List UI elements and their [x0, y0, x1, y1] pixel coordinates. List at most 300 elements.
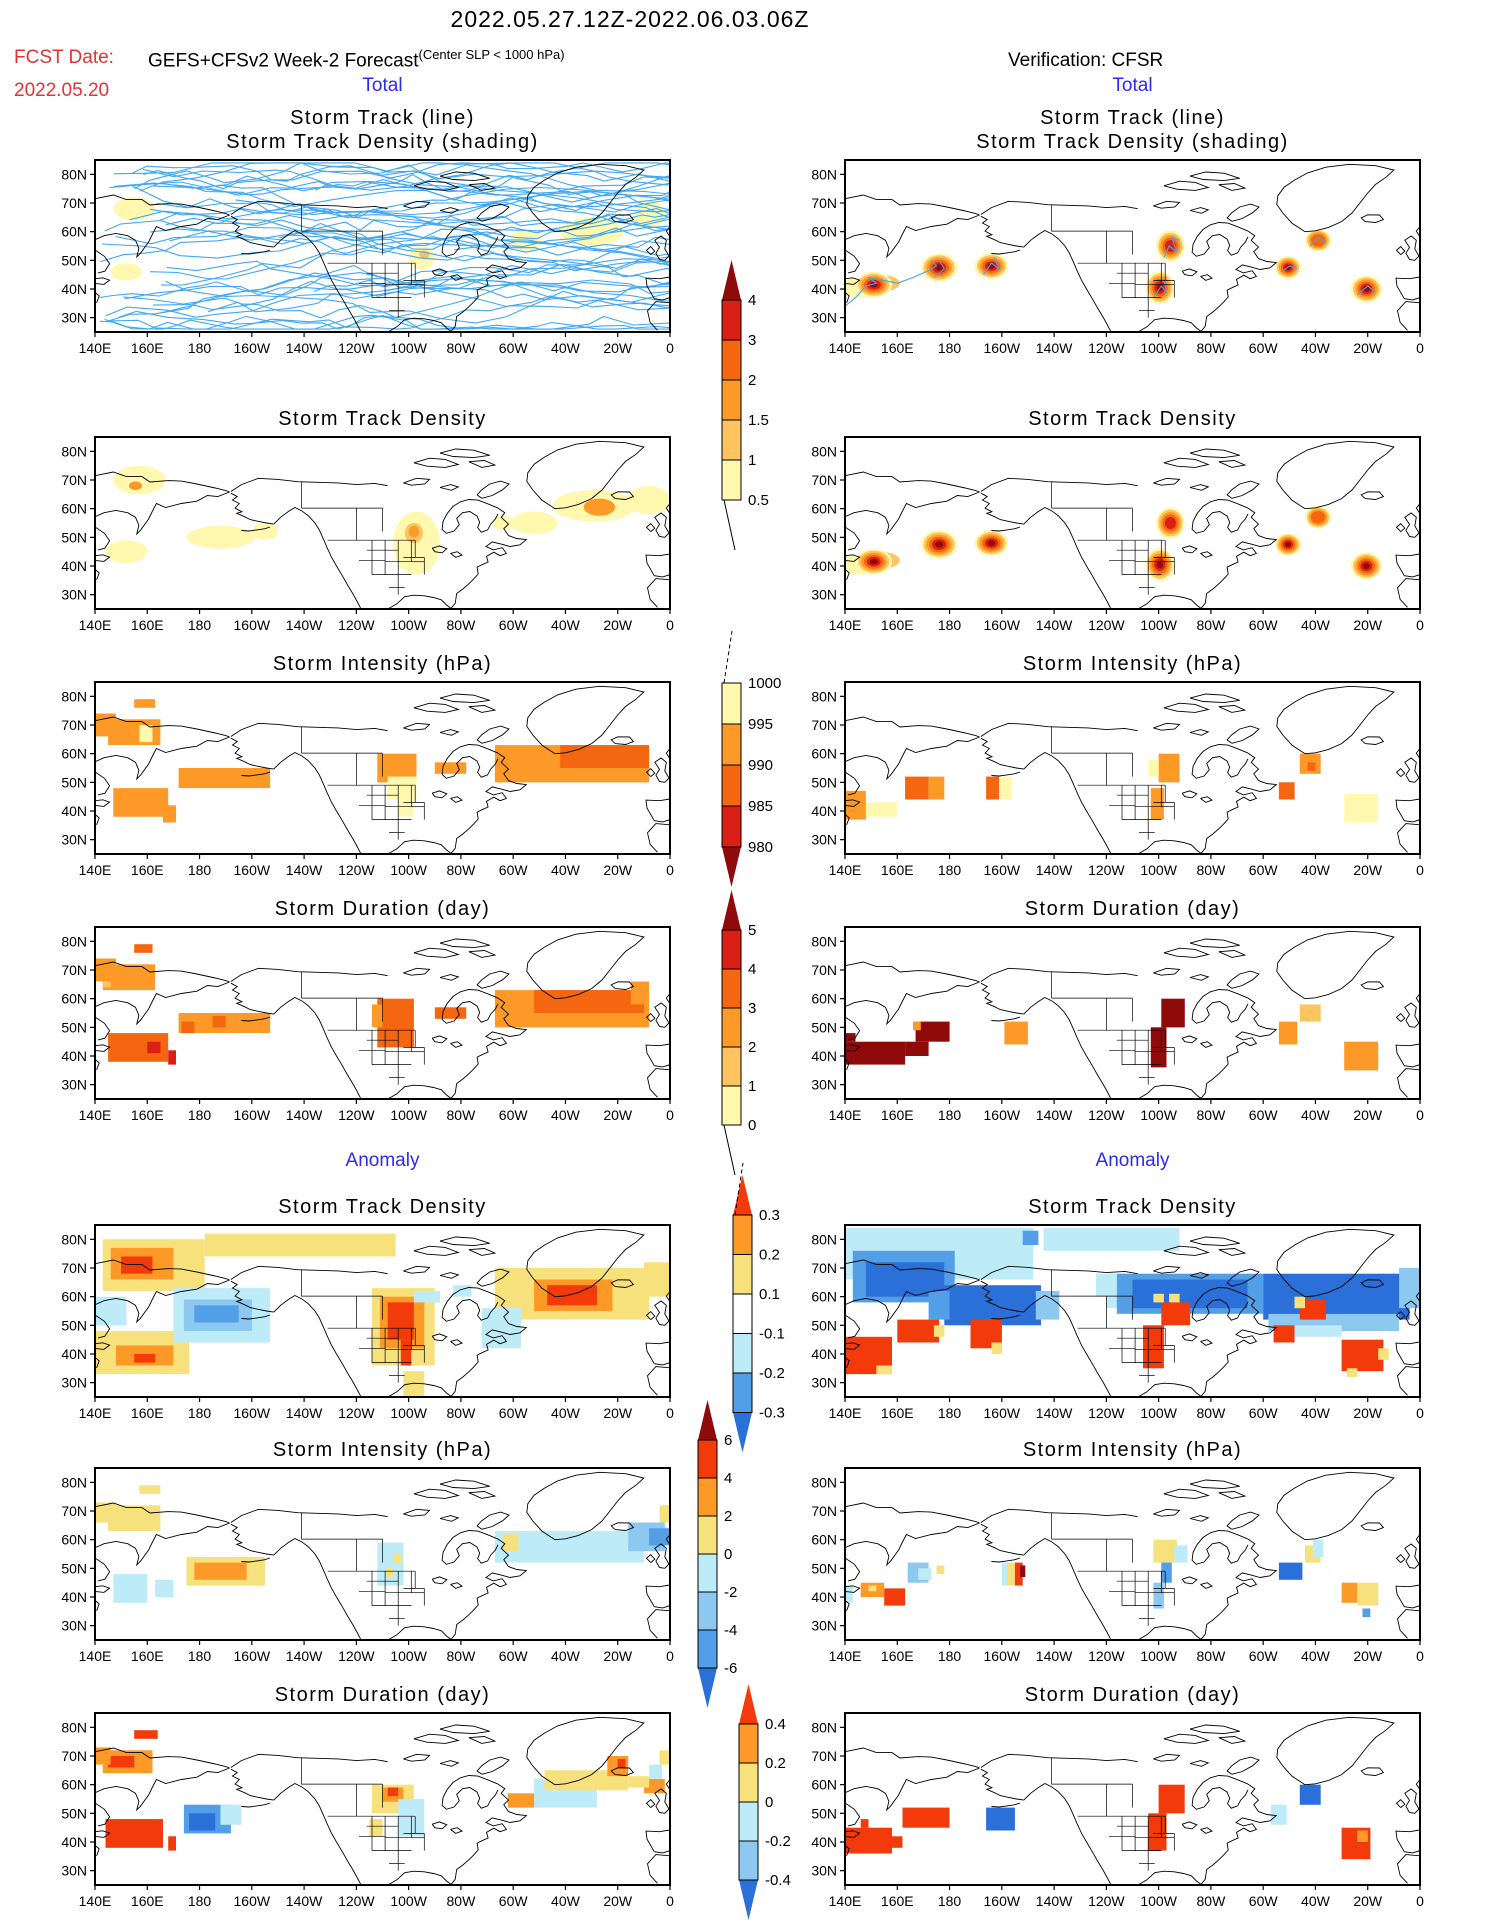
svg-text:160W: 160W: [233, 1893, 271, 1909]
svg-text:70N: 70N: [61, 962, 87, 978]
svg-text:40W: 40W: [551, 1405, 580, 1421]
svg-text:40W: 40W: [1301, 1893, 1330, 1909]
panel-title-vf-anom-density: Storm Track Density: [1028, 1196, 1237, 1218]
svg-text:50N: 50N: [811, 774, 837, 791]
svg-text:0.2: 0.2: [765, 1755, 786, 1772]
map-frame-and-axes: [811, 682, 1424, 878]
svg-text:0.5: 0.5: [748, 492, 769, 509]
svg-text:80W: 80W: [446, 340, 476, 356]
svg-text:180: 180: [937, 862, 962, 878]
svg-text:80W: 80W: [446, 1405, 476, 1421]
svg-text:20W: 20W: [1353, 1405, 1383, 1421]
svg-text:70N: 70N: [61, 1503, 87, 1519]
svg-text:60N: 60N: [811, 990, 837, 1007]
svg-text:0: 0: [666, 1893, 674, 1909]
svg-text:990: 990: [748, 757, 774, 774]
svg-text:100W: 100W: [390, 617, 427, 633]
svg-text:160E: 160E: [880, 617, 914, 633]
svg-text:4: 4: [748, 961, 757, 978]
colorbar-total-density: [716, 236, 836, 566]
svg-text:120W: 120W: [338, 617, 375, 633]
svg-text:40W: 40W: [1301, 1405, 1330, 1421]
section-label-total-forecast: Total: [362, 75, 403, 96]
svg-text:30N: 30N: [811, 1862, 837, 1879]
svg-text:140W: 140W: [285, 617, 323, 633]
svg-text:50N: 50N: [61, 1805, 87, 1822]
svg-text:40W: 40W: [551, 340, 580, 356]
panel-title-fc-lines: Storm Track (line) Storm Track Density (shading): [226, 107, 539, 153]
svg-text:1000: 1000: [748, 675, 782, 692]
svg-text:30N: 30N: [811, 1374, 837, 1391]
svg-text:40N: 40N: [811, 803, 837, 819]
svg-text:100W: 100W: [1140, 617, 1177, 633]
svg-text:0: 0: [1416, 1107, 1424, 1123]
svg-text:4: 4: [724, 1470, 733, 1487]
svg-text:2: 2: [748, 372, 757, 389]
shading-layer: [837, 506, 1382, 581]
svg-text:100W: 100W: [1140, 1893, 1177, 1909]
svg-text:40W: 40W: [1301, 862, 1330, 878]
map-panel-vf-anom-density: [797, 1221, 1457, 1431]
svg-text:-0.2: -0.2: [765, 1833, 791, 1850]
svg-text:980: 980: [748, 839, 774, 856]
svg-text:60W: 60W: [498, 1405, 528, 1421]
svg-text:80N: 80N: [61, 1231, 87, 1248]
svg-text:60W: 60W: [498, 1107, 528, 1123]
svg-text:80W: 80W: [1196, 1893, 1226, 1909]
svg-text:0: 0: [1416, 1893, 1424, 1909]
svg-text:80N: 80N: [61, 443, 87, 460]
svg-text:60W: 60W: [498, 1648, 528, 1664]
svg-text:180: 180: [937, 617, 962, 633]
svg-text:80N: 80N: [61, 166, 87, 183]
svg-text:80N: 80N: [811, 1474, 837, 1491]
svg-text:2: 2: [748, 1039, 757, 1056]
shading-layer: [106, 466, 670, 575]
svg-text:60W: 60W: [1248, 862, 1278, 878]
svg-text:120W: 120W: [1088, 1893, 1125, 1909]
svg-text:160E: 160E: [130, 1405, 164, 1421]
fcst-date-label: FCST Date:: [14, 47, 114, 68]
colorbar-anomaly-duration: [733, 1660, 853, 1925]
svg-text:160E: 160E: [130, 1107, 164, 1123]
svg-text:100W: 100W: [390, 1405, 427, 1421]
svg-text:70N: 70N: [811, 472, 837, 488]
svg-text:160E: 160E: [130, 1648, 164, 1664]
panel-title-fc-intensity: Storm Intensity (hPa): [272, 653, 493, 675]
svg-text:40W: 40W: [551, 862, 580, 878]
map-panel-vf-duration: [797, 923, 1457, 1133]
svg-text:100W: 100W: [390, 1107, 427, 1123]
svg-text:160W: 160W: [233, 1648, 271, 1664]
svg-text:70N: 70N: [811, 1503, 837, 1519]
svg-text:40N: 40N: [811, 1589, 837, 1605]
svg-text:20W: 20W: [1353, 1648, 1383, 1664]
svg-text:70N: 70N: [811, 1260, 837, 1276]
svg-text:100W: 100W: [1140, 1405, 1177, 1421]
svg-text:180: 180: [937, 340, 962, 356]
svg-text:140E: 140E: [828, 862, 862, 878]
svg-text:100W: 100W: [390, 340, 427, 356]
svg-text:100W: 100W: [1140, 1648, 1177, 1664]
svg-text:30N: 30N: [61, 1617, 87, 1634]
svg-text:120W: 120W: [1088, 862, 1125, 878]
svg-text:140W: 140W: [285, 1405, 323, 1421]
svg-text:0: 0: [765, 1794, 774, 1811]
map-panel-fc-density: [47, 433, 707, 643]
svg-text:60N: 60N: [61, 1288, 87, 1305]
svg-text:0: 0: [666, 1405, 674, 1421]
svg-text:80W: 80W: [446, 617, 476, 633]
svg-text:60W: 60W: [498, 617, 528, 633]
svg-text:40N: 40N: [811, 1834, 837, 1850]
svg-text:0: 0: [748, 1117, 757, 1134]
svg-text:50N: 50N: [61, 1560, 87, 1577]
svg-text:50N: 50N: [811, 1019, 837, 1036]
svg-text:40W: 40W: [1301, 1107, 1330, 1123]
svg-text:40N: 40N: [61, 281, 87, 297]
svg-text:80W: 80W: [1196, 1405, 1226, 1421]
svg-text:160W: 160W: [233, 340, 271, 356]
svg-text:140E: 140E: [78, 1107, 112, 1123]
svg-text:80W: 80W: [1196, 862, 1226, 878]
svg-text:40N: 40N: [61, 1834, 87, 1850]
svg-text:120W: 120W: [338, 1405, 375, 1421]
svg-text:140E: 140E: [828, 1107, 862, 1123]
svg-text:140E: 140E: [78, 862, 112, 878]
svg-text:0.3: 0.3: [759, 1207, 780, 1224]
svg-text:70N: 70N: [61, 472, 87, 488]
svg-text:60N: 60N: [811, 745, 837, 762]
svg-text:120W: 120W: [338, 1648, 375, 1664]
svg-text:120W: 120W: [1088, 340, 1125, 356]
svg-text:0.4: 0.4: [765, 1716, 786, 1733]
svg-text:80N: 80N: [61, 1474, 87, 1491]
svg-text:50N: 50N: [811, 1560, 837, 1577]
svg-text:140E: 140E: [78, 617, 112, 633]
svg-text:180: 180: [937, 1648, 962, 1664]
svg-text:160E: 160E: [130, 1893, 164, 1909]
svg-text:60N: 60N: [61, 990, 87, 1007]
svg-text:70N: 70N: [811, 962, 837, 978]
svg-text:0: 0: [1416, 340, 1424, 356]
svg-text:6: 6: [724, 1432, 733, 1449]
svg-text:50N: 50N: [811, 529, 837, 546]
panel-title-fc-density: Storm Track Density: [278, 408, 487, 430]
svg-text:-0.3: -0.3: [759, 1404, 785, 1422]
map-frame-and-axes: [811, 160, 1424, 356]
colorbar-total-duration: [716, 866, 836, 1191]
svg-text:160E: 160E: [880, 1648, 914, 1664]
svg-text:20W: 20W: [603, 1107, 633, 1123]
svg-text:80N: 80N: [61, 688, 87, 705]
shading-layer: [837, 229, 1382, 304]
svg-text:40W: 40W: [1301, 1648, 1330, 1664]
svg-text:20W: 20W: [603, 340, 633, 356]
svg-text:3: 3: [748, 1000, 757, 1017]
svg-text:60N: 60N: [61, 1531, 87, 1548]
svg-text:0: 0: [666, 1648, 674, 1664]
svg-text:60W: 60W: [1248, 340, 1278, 356]
svg-text:50N: 50N: [811, 252, 837, 269]
svg-text:20W: 20W: [603, 1893, 633, 1909]
svg-text:140W: 140W: [1035, 1107, 1073, 1123]
svg-text:100W: 100W: [390, 1893, 427, 1909]
svg-text:30N: 30N: [811, 586, 837, 603]
svg-text:-2: -2: [724, 1584, 738, 1601]
coastlines: [845, 686, 1420, 853]
svg-text:80W: 80W: [1196, 617, 1226, 633]
map-panel-fc-lines: [47, 156, 707, 366]
svg-text:20W: 20W: [1353, 862, 1383, 878]
svg-text:60N: 60N: [811, 223, 837, 240]
shading-layer: [845, 1540, 1378, 1617]
svg-text:160E: 160E: [880, 1107, 914, 1123]
svg-text:0: 0: [1416, 862, 1424, 878]
svg-text:140E: 140E: [828, 1405, 862, 1421]
svg-text:0: 0: [666, 1107, 674, 1123]
svg-text:140W: 140W: [1035, 1893, 1073, 1909]
svg-text:180: 180: [187, 617, 212, 633]
svg-text:80N: 80N: [811, 1719, 837, 1736]
section-label-total-verification: Total: [1112, 75, 1153, 96]
coastlines: [845, 1472, 1420, 1639]
svg-text:2: 2: [724, 1508, 733, 1525]
svg-text:30N: 30N: [811, 309, 837, 326]
panel-title-vf-lines: Storm Track (line) Storm Track Density (shading): [976, 107, 1289, 153]
fcst-date-value: 2022.05.20: [14, 80, 110, 101]
svg-text:60W: 60W: [1248, 1648, 1278, 1664]
svg-text:60N: 60N: [811, 1531, 837, 1548]
svg-text:140W: 140W: [285, 862, 323, 878]
svg-text:140W: 140W: [1035, 340, 1073, 356]
panel-title-vf-duration: Storm Duration (day): [1024, 898, 1241, 920]
svg-text:70N: 70N: [811, 195, 837, 211]
svg-text:160W: 160W: [233, 862, 271, 878]
svg-text:120W: 120W: [1088, 1107, 1125, 1123]
svg-text:0.1: 0.1: [759, 1286, 780, 1303]
coastlines: [845, 164, 1420, 331]
figure-title: 2022.05.27.12Z-2022.06.03.06Z: [450, 6, 810, 32]
map-panel-fc-anom-intensity: [47, 1464, 707, 1674]
svg-text:50N: 50N: [811, 1805, 837, 1822]
svg-text:160E: 160E: [880, 340, 914, 356]
svg-text:40N: 40N: [61, 1589, 87, 1605]
svg-text:20W: 20W: [603, 617, 633, 633]
svg-text:180: 180: [187, 1405, 212, 1421]
svg-text:140E: 140E: [78, 1405, 112, 1421]
model-name: GEFS+CFSv2 Week-2 Forecast: [148, 50, 419, 72]
model-note: (Center SLP < 1000 hPa): [418, 47, 565, 62]
svg-text:20W: 20W: [603, 1405, 633, 1421]
section-label-anomaly-verification: Anomaly: [1095, 1150, 1170, 1171]
svg-text:30N: 30N: [61, 831, 87, 848]
svg-text:40W: 40W: [551, 1648, 580, 1664]
svg-text:160W: 160W: [983, 1405, 1021, 1421]
svg-text:160E: 160E: [880, 862, 914, 878]
svg-text:140E: 140E: [828, 1893, 862, 1909]
map-panel-vf-density: [797, 433, 1457, 643]
map-frame-and-axes: [61, 1468, 674, 1664]
svg-text:40N: 40N: [61, 1346, 87, 1362]
svg-text:140W: 140W: [1035, 1648, 1073, 1664]
svg-text:60W: 60W: [498, 862, 528, 878]
svg-text:160W: 160W: [983, 862, 1021, 878]
map-panel-fc-anom-duration: [47, 1709, 707, 1919]
svg-text:0: 0: [1416, 1405, 1424, 1421]
coastlines: [845, 441, 1420, 608]
svg-text:80N: 80N: [811, 933, 837, 950]
svg-text:120W: 120W: [1088, 1405, 1125, 1421]
svg-text:60W: 60W: [498, 340, 528, 356]
svg-text:30N: 30N: [811, 831, 837, 848]
svg-text:-0.2: -0.2: [759, 1365, 785, 1382]
svg-text:160W: 160W: [233, 1405, 271, 1421]
svg-text:140W: 140W: [1035, 862, 1073, 878]
map-panel-vf-lines: [797, 156, 1457, 366]
svg-text:120W: 120W: [338, 862, 375, 878]
svg-text:140W: 140W: [285, 1648, 323, 1664]
svg-text:180: 180: [187, 340, 212, 356]
svg-text:160W: 160W: [983, 1648, 1021, 1664]
svg-text:0.2: 0.2: [759, 1246, 780, 1264]
svg-text:40N: 40N: [811, 1346, 837, 1362]
svg-text:1: 1: [748, 452, 757, 469]
svg-text:30N: 30N: [811, 1617, 837, 1634]
svg-text:140W: 140W: [285, 1893, 323, 1909]
svg-text:4: 4: [748, 292, 757, 309]
svg-text:140E: 140E: [828, 1648, 862, 1664]
svg-text:50N: 50N: [61, 1317, 87, 1334]
svg-text:100W: 100W: [1140, 862, 1177, 878]
svg-text:0: 0: [666, 340, 674, 356]
svg-text:70N: 70N: [61, 1748, 87, 1764]
svg-text:80N: 80N: [811, 688, 837, 705]
svg-text:0: 0: [724, 1546, 733, 1563]
map-frame-and-axes: [811, 1468, 1424, 1664]
svg-text:140E: 140E: [828, 340, 862, 356]
svg-text:0: 0: [666, 617, 674, 633]
storm-tracks: [100, 163, 708, 329]
svg-text:-0.1: -0.1: [759, 1325, 785, 1343]
svg-text:80W: 80W: [446, 1648, 476, 1664]
svg-text:0: 0: [666, 862, 674, 878]
svg-text:80W: 80W: [1196, 340, 1226, 356]
svg-text:40W: 40W: [551, 1107, 580, 1123]
svg-text:80N: 80N: [61, 933, 87, 950]
svg-text:20W: 20W: [603, 862, 633, 878]
svg-text:40W: 40W: [1301, 617, 1330, 633]
svg-text:40N: 40N: [61, 1048, 87, 1064]
svg-text:3: 3: [748, 332, 757, 349]
svg-text:70N: 70N: [61, 195, 87, 211]
map-frame-and-axes: [811, 437, 1424, 633]
coastlines: [95, 441, 670, 608]
svg-text:60W: 60W: [1248, 1107, 1278, 1123]
svg-text:60N: 60N: [811, 1288, 837, 1305]
panel-title-fc-anom-duration: Storm Duration (day): [274, 1684, 491, 1706]
svg-text:40N: 40N: [811, 558, 837, 574]
svg-text:50N: 50N: [61, 252, 87, 269]
svg-text:100W: 100W: [1140, 1107, 1177, 1123]
map-panel-vf-intensity: [797, 678, 1457, 888]
svg-text:160E: 160E: [880, 1405, 914, 1421]
svg-text:60W: 60W: [498, 1893, 528, 1909]
svg-text:20W: 20W: [1353, 1107, 1383, 1123]
svg-text:70N: 70N: [61, 1260, 87, 1276]
svg-text:60N: 60N: [61, 500, 87, 517]
svg-text:20W: 20W: [1353, 1893, 1383, 1909]
svg-text:120W: 120W: [338, 340, 375, 356]
svg-text:995: 995: [748, 716, 774, 733]
svg-text:80W: 80W: [446, 1893, 476, 1909]
coastlines: [845, 931, 1420, 1098]
svg-text:20W: 20W: [603, 1648, 633, 1664]
svg-text:140W: 140W: [1035, 1405, 1073, 1421]
svg-text:140W: 140W: [285, 340, 323, 356]
svg-text:-6: -6: [724, 1660, 738, 1677]
svg-text:70N: 70N: [61, 717, 87, 733]
svg-text:180: 180: [187, 1893, 212, 1909]
svg-text:80W: 80W: [1196, 1648, 1226, 1664]
svg-text:140E: 140E: [78, 340, 112, 356]
svg-text:60N: 60N: [61, 223, 87, 240]
svg-text:40W: 40W: [551, 1893, 580, 1909]
svg-text:120W: 120W: [1088, 1648, 1125, 1664]
svg-text:160E: 160E: [880, 1893, 914, 1909]
svg-text:20W: 20W: [1353, 340, 1383, 356]
map-panel-vf-anom-intensity: [797, 1464, 1457, 1674]
map-panel-fc-duration: [47, 923, 707, 1133]
svg-text:50N: 50N: [61, 774, 87, 791]
svg-text:40N: 40N: [61, 803, 87, 819]
panel-title-fc-duration: Storm Duration (day): [274, 898, 491, 920]
svg-text:60N: 60N: [811, 500, 837, 517]
svg-text:1: 1: [748, 1078, 757, 1095]
svg-text:180: 180: [937, 1893, 962, 1909]
svg-text:40N: 40N: [811, 1048, 837, 1064]
svg-text:140E: 140E: [828, 617, 862, 633]
shading-layer: [845, 1785, 1370, 1860]
map-frame-and-axes: [61, 1713, 674, 1909]
svg-text:50N: 50N: [61, 1019, 87, 1036]
svg-text:60N: 60N: [61, 745, 87, 762]
svg-text:80N: 80N: [61, 1719, 87, 1736]
svg-text:60W: 60W: [1248, 1893, 1278, 1909]
svg-text:50N: 50N: [61, 529, 87, 546]
model-title: [148, 47, 565, 72]
panel-title-vf-intensity: Storm Intensity (hPa): [1022, 653, 1243, 675]
svg-text:160E: 160E: [130, 340, 164, 356]
panel-title-fc-anom-density: Storm Track Density: [278, 1196, 487, 1218]
svg-text:60N: 60N: [61, 1776, 87, 1793]
panel-title-vf-density: Storm Track Density: [1028, 408, 1237, 430]
svg-text:30N: 30N: [61, 1862, 87, 1879]
svg-text:5: 5: [748, 922, 757, 939]
svg-text:140E: 140E: [78, 1648, 112, 1664]
svg-text:30N: 30N: [61, 1374, 87, 1391]
map-panel-vf-anom-duration: [797, 1709, 1457, 1919]
map-panel-fc-anom-density: [47, 1221, 707, 1431]
svg-text:40N: 40N: [61, 558, 87, 574]
svg-text:140W: 140W: [1035, 617, 1073, 633]
svg-text:40W: 40W: [551, 617, 580, 633]
verification-label: Verification: CFSR: [1008, 50, 1164, 71]
svg-text:70N: 70N: [811, 717, 837, 733]
svg-text:160W: 160W: [983, 340, 1021, 356]
svg-text:70N: 70N: [811, 1748, 837, 1764]
map-frame-and-axes: [61, 437, 674, 633]
